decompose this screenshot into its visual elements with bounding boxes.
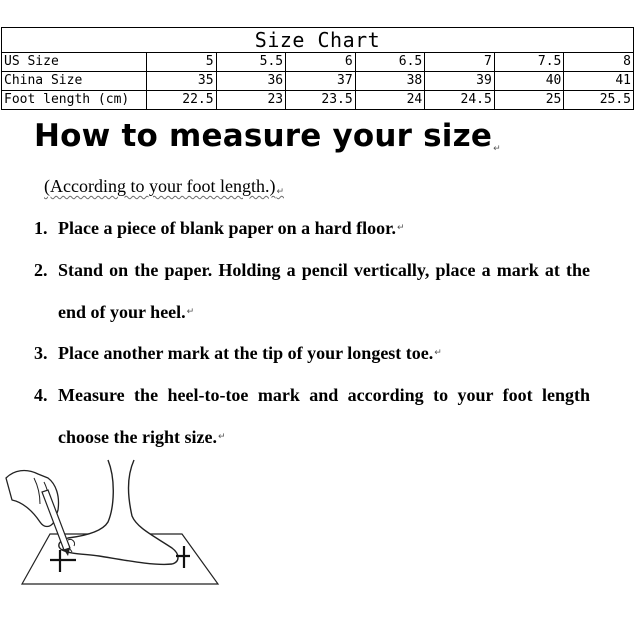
step-text — [58, 249, 590, 333]
table-cell: 24.5 — [425, 91, 495, 110]
table-cell: 6.5 — [355, 53, 425, 72]
table-cell: 7.5 — [494, 53, 564, 72]
table-cell: 38 — [355, 72, 425, 91]
paragraph-mark: ↵ — [434, 348, 442, 358]
size-chart-table — [1, 27, 634, 110]
table-cell: 5.5 — [216, 53, 286, 72]
step-3 — [34, 332, 590, 374]
table-cell: 25.5 — [564, 91, 634, 110]
step-text-content: Place a piece of blank paper on a hard floor. — [58, 218, 397, 238]
step-text-content: Measure the heel-to-toe mark and according to your foot length choose the right size. — [58, 385, 590, 447]
table-cell: 40 — [494, 72, 564, 91]
step-text-content: Stand on the paper. Holding a pencil vertically, place a mark at the end of your heel. — [58, 260, 590, 322]
table-row-foot-length — [2, 91, 634, 110]
paragraph-mark: ↵ — [217, 432, 226, 442]
table-cell: 8 — [564, 53, 634, 72]
foot-measure-icon — [4, 456, 234, 596]
size-chart-title: Size Chart — [2, 28, 634, 53]
row-label: US Size — [2, 53, 147, 72]
page-title-text: How to measure your size — [34, 118, 493, 154]
table-cell: 39 — [425, 72, 495, 91]
step-text — [58, 374, 590, 458]
subnote — [44, 176, 284, 197]
row-label: Foot length (cm) — [2, 91, 147, 110]
paragraph-mark: ↵ — [276, 187, 284, 197]
step-text-content: Place another mark at the tip of your longest toe. — [58, 343, 434, 363]
table-row-us-size — [2, 53, 634, 72]
step-number: 2. — [34, 260, 48, 280]
table-cell: 23 — [216, 91, 286, 110]
step-2 — [34, 249, 590, 333]
table-cell: 37 — [286, 72, 356, 91]
step-text — [58, 207, 590, 249]
table-row-china-size — [2, 72, 634, 91]
step-1 — [34, 207, 590, 249]
subnote-text: (According to your foot length.) — [44, 176, 276, 196]
table-cell: 22.5 — [147, 91, 217, 110]
step-number: 1. — [34, 218, 48, 238]
paragraph-mark: ↵ — [186, 307, 195, 317]
table-cell: 25 — [494, 91, 564, 110]
paragraph-mark: ↵ — [397, 223, 405, 233]
table-cell: 23.5 — [286, 91, 356, 110]
table-cell: 7 — [425, 53, 495, 72]
paragraph-mark: ↵ — [493, 144, 501, 154]
step-number: 4. — [34, 385, 48, 405]
foot-outline — [59, 460, 178, 564]
size-chart-title-row — [2, 28, 634, 53]
page-title — [34, 118, 501, 154]
table-cell: 5 — [147, 53, 217, 72]
step-4 — [34, 374, 590, 458]
row-label: China Size — [2, 72, 147, 91]
table-cell: 24 — [355, 91, 425, 110]
step-number: 3. — [34, 343, 48, 363]
table-cell: 6 — [286, 53, 356, 72]
table-cell: 41 — [564, 72, 634, 91]
step-text — [58, 332, 590, 374]
table-cell: 35 — [147, 72, 217, 91]
table-cell: 36 — [216, 72, 286, 91]
